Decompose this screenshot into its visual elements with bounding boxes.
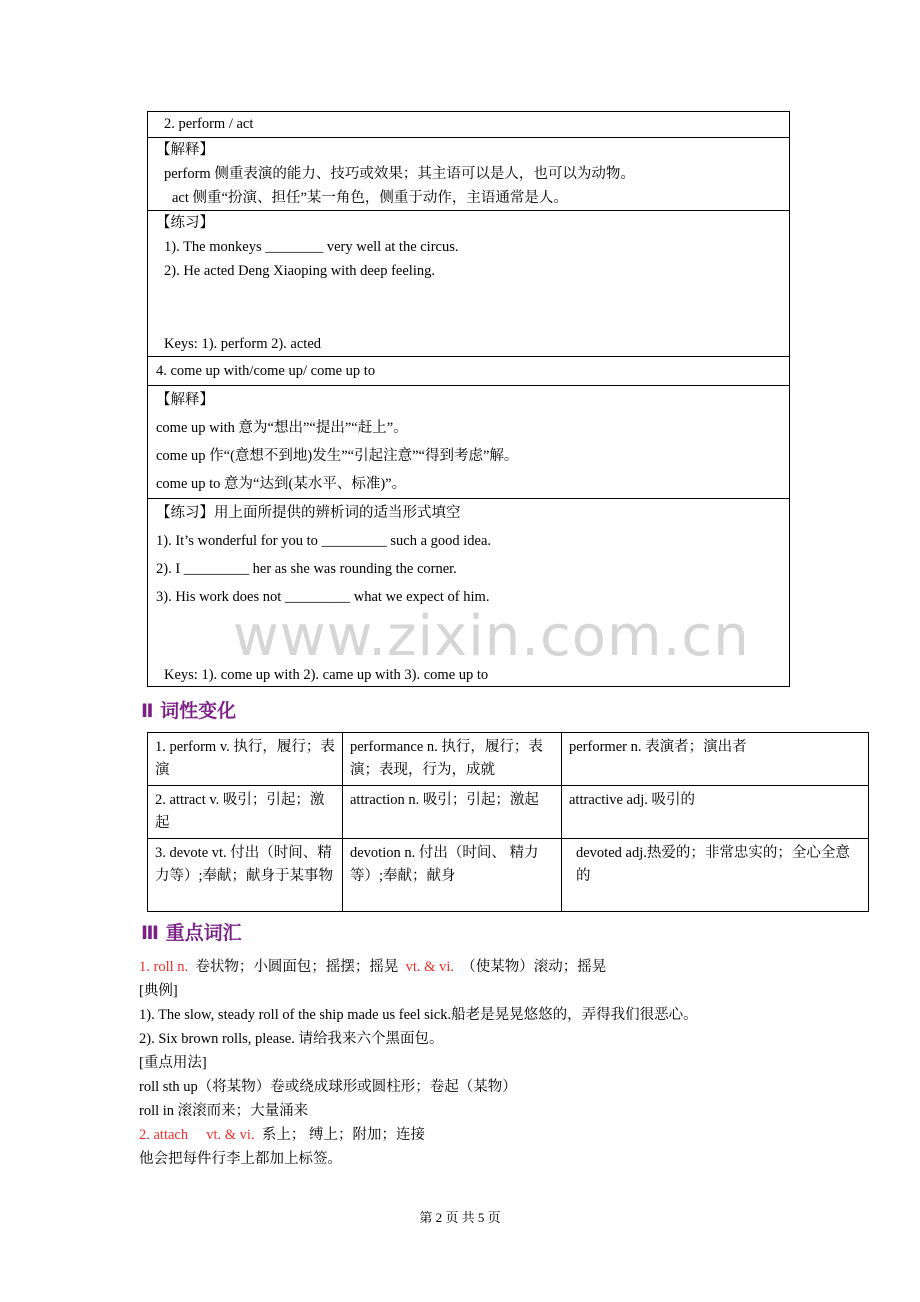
comparison-table	[147, 111, 790, 687]
example-label: [典例]	[139, 983, 178, 999]
table1-row-explanation: 【解释】 perform 侧重表演的能力、技巧或效果；其主语可以是人，也可以为动物。 act 侧重“扮演、担任”某一角色，侧重于动作，主语通常是人。	[148, 138, 790, 211]
table2-cell: performer n. 表演者；演出者	[562, 733, 869, 786]
table2-cell: attractive adj. 吸引的	[562, 786, 869, 839]
usage-label: [重点用法]	[139, 1055, 207, 1071]
table2-cell: 3. devote vt. 付出（时间、精力等）;奉献；献身于某事物	[148, 839, 343, 912]
table1-row-practice-2: 【练习】用上面所提供的辨析词的适当形式填空 1). It’s wonderful for you to _________ such a good idea. 2). I _________ her as she was rounding the corner. 3). His work does not _________ what we expect of him. Keys: 1). come up with 2). came up with 3). come up to	[148, 499, 790, 687]
section-title-key-vocabulary: Ⅲ 重点词汇	[141, 922, 242, 944]
vocab-attach-entry: 2. attach vt. & vi. 系上； 缚上；附加；连接	[139, 1127, 425, 1143]
watermark: www.zixin.com.cn	[233, 604, 750, 669]
table2-cell: performance n. 执行，履行；表演；表现，行为，成就	[343, 733, 562, 786]
table1-row-perform-act: 2. perform / act	[148, 112, 790, 138]
example-1: 1). The slow, steady roll of the ship made us feel sick.船老是晃晃悠悠的，弄得我们很恶心。	[139, 1007, 698, 1023]
example-2: 2). Six brown rolls, please. 请给我来六个黑面包。	[139, 1031, 444, 1047]
usage-1: roll sth up（将某物）卷或绕成球形或圆柱形；卷起（某物）	[139, 1079, 517, 1095]
keys-2: Keys: 1). come up with 2). came up with 3). come up to	[164, 667, 489, 683]
table1-row-explanation-2: 【解释】 come up with 意为“想出”“提出”“赶上”。 come up 作“(意想不到地)发生”“引起注意”“得到考虑”解。 come up to 意为“达到(某水平、标准)”。	[148, 386, 790, 499]
page-footer: 第 2 页 共 5 页	[419, 1210, 501, 1225]
table1-row-practice: 【练习】 1). The monkeys ________ very well at the circus. 2). He acted Deng Xiaoping with deep feeling. Keys: 1). perform 2). acted	[148, 211, 790, 357]
usage-2: roll in 滚滚而来；大量涌来	[139, 1103, 309, 1119]
table2-cell: devoted adj.热爱的；非常忠实的；全心全意的	[562, 839, 869, 912]
table2-cell: 1. perform v. 执行，履行；表演	[148, 733, 343, 786]
keys: Keys: 1). perform 2). acted	[164, 336, 322, 352]
table2-cell: attraction n. 吸引；引起；激起	[343, 786, 562, 839]
table2-cell: devotion n. 付出（时间、 精力等）;奉献；献身	[343, 839, 562, 912]
section-title-word-forms: Ⅱ 词性变化	[141, 700, 237, 722]
table2-cell: 2. attract v. 吸引；引起；激起	[148, 786, 343, 839]
attach-example: 他会把每件行李上都加上标签。	[139, 1151, 342, 1167]
word-forms-table	[147, 732, 869, 912]
table1-row-come-up: 4. come up with/come up/ come up to	[148, 357, 790, 386]
vocab-roll-entry: 1. roll n. 卷状物；小圆面包；摇摆；摇晃 vt. & vi. （使某物）滚动；摇晃	[139, 959, 607, 975]
